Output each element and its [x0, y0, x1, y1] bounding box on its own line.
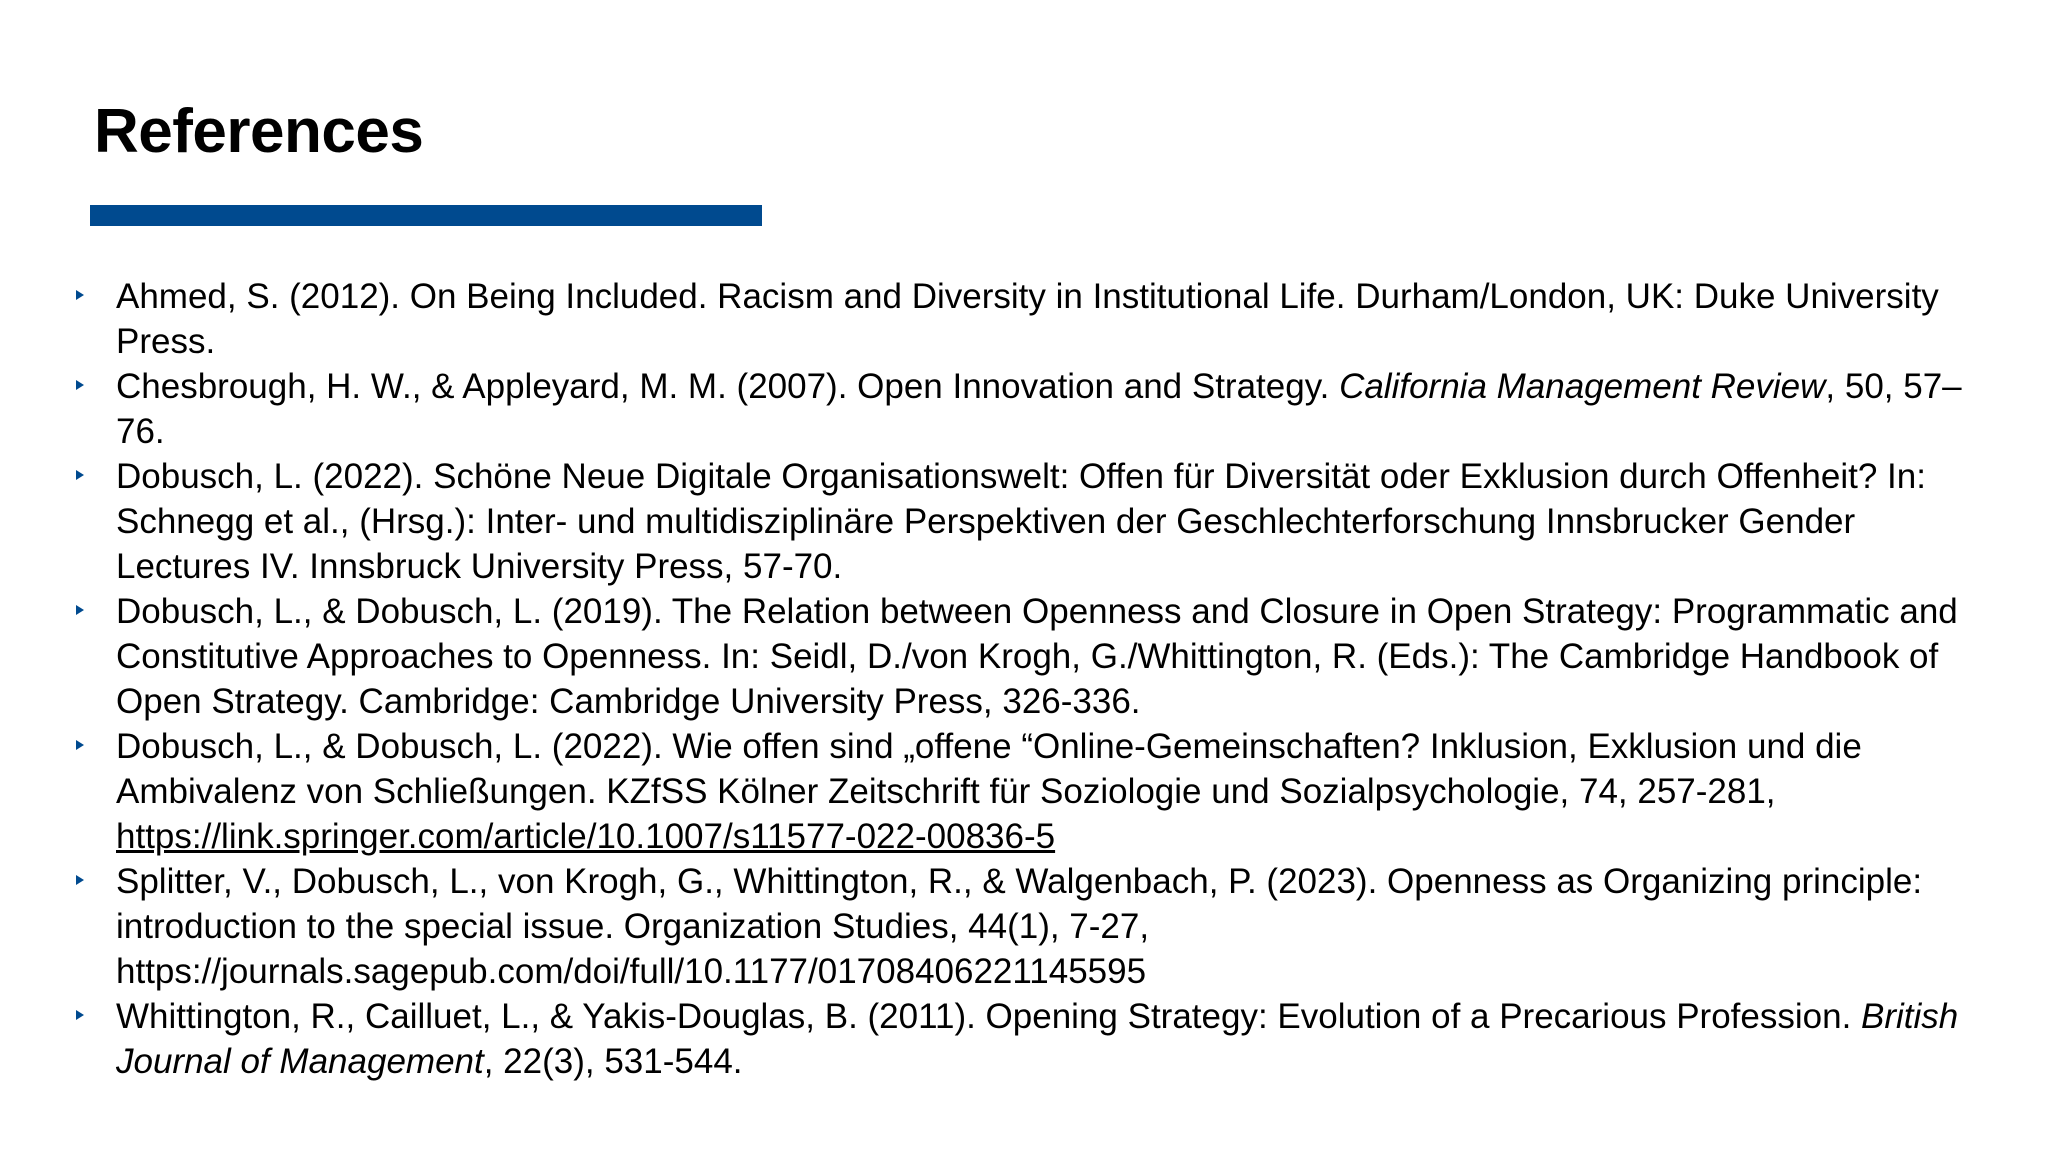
reference-text-main: Dobusch, L., & Dobusch, L. (2022). Wie offen sind „offene “Online-Gemeinschaften? Inklusion, Exklusion und die Ambivalenz von Schließungen. KZfSS Kölner Zeitschrift für Soziologie und Sozialpsychologie, 74, 257-281, [116, 727, 1862, 811]
bullet-icon [76, 875, 84, 885]
reference-text [116, 997, 1958, 1081]
reference-text-main: Chesbrough, H. W., & Appleyard, M. M. (2007). Open Innovation and Strategy. [116, 367, 1340, 406]
reference-item-dobusch-2022b [72, 724, 1992, 859]
reference-text-main: Whittington, R., Cailluet, L., & Yakis-Douglas, B. (2011). Opening Strategy: Evolution of a Precarious Profession. [116, 997, 1862, 1036]
reference-item-splitter-2023 [72, 859, 1992, 994]
journal-title: California Management Review [1339, 367, 1826, 406]
reference-text-tail: , 50, 57–76. [116, 367, 1962, 451]
reference-item-whittington-2011 [72, 994, 1992, 1084]
reference-text [116, 727, 1862, 856]
reference-item-dobusch-2019 [72, 589, 1992, 724]
bullet-icon [76, 1010, 84, 1020]
reference-text: Ahmed, S. (2012). On Being Included. Racism and Diversity in Institutional Life. Durham/London, UK: Duke University Press. [116, 277, 1939, 361]
bullet-icon [76, 380, 84, 390]
reference-list [72, 274, 1992, 1084]
reference-item-dobusch-2022a [72, 454, 1992, 589]
bullet-icon [76, 470, 84, 480]
reference-text-tail: , 22(3), 531-544. [483, 1042, 743, 1081]
bullet-icon [76, 740, 84, 750]
bullet-icon [76, 290, 84, 300]
bullet-icon [76, 605, 84, 615]
title-underline [90, 205, 762, 226]
reference-text: Dobusch, L., & Dobusch, L. (2019). The Relation between Openness and Closure in Open Strategy: Programmatic and Constitutive Approaches to Openness. In: Seidl, D./von Krogh, G./Whittington, R. (Eds.): The Cambridge Handbook of Open Strategy. Cambridge: Cambridge University Press, 326-336. [116, 592, 1958, 721]
reference-text: Splitter, V., Dobusch, L., von Krogh, G., Whittington, R., & Walgenbach, P. (2023). Openness as Organizing principle: introduction to the special issue. Organization Studies, 44(1), 7-27, https://journals.sagepub.com/doi/full/10.1177/01708406221145595 [116, 862, 1923, 991]
slide-title: References [94, 97, 424, 166]
reference-text [116, 367, 1962, 451]
reference-item-ahmed-2012 [72, 274, 1992, 364]
journal-title: British Journal of Management [116, 997, 1959, 1081]
reference-link[interactable]: https://link.springer.com/article/10.1007/s11577-022-00836-5 [116, 817, 1056, 856]
reference-text: Dobusch, L. (2022). Schöne Neue Digitale Organisationswelt: Offen für Diversität oder Exklusion durch Offenheit? In: Schnegg et al., (Hrsg.): Inter- und multidisziplinäre Perspektiven der Geschlechterforschung Innsbrucker Gender Lectures IV. Innsbruck University Press, 57-70. [116, 457, 1926, 586]
reference-item-chesbrough-2007 [72, 364, 1992, 454]
